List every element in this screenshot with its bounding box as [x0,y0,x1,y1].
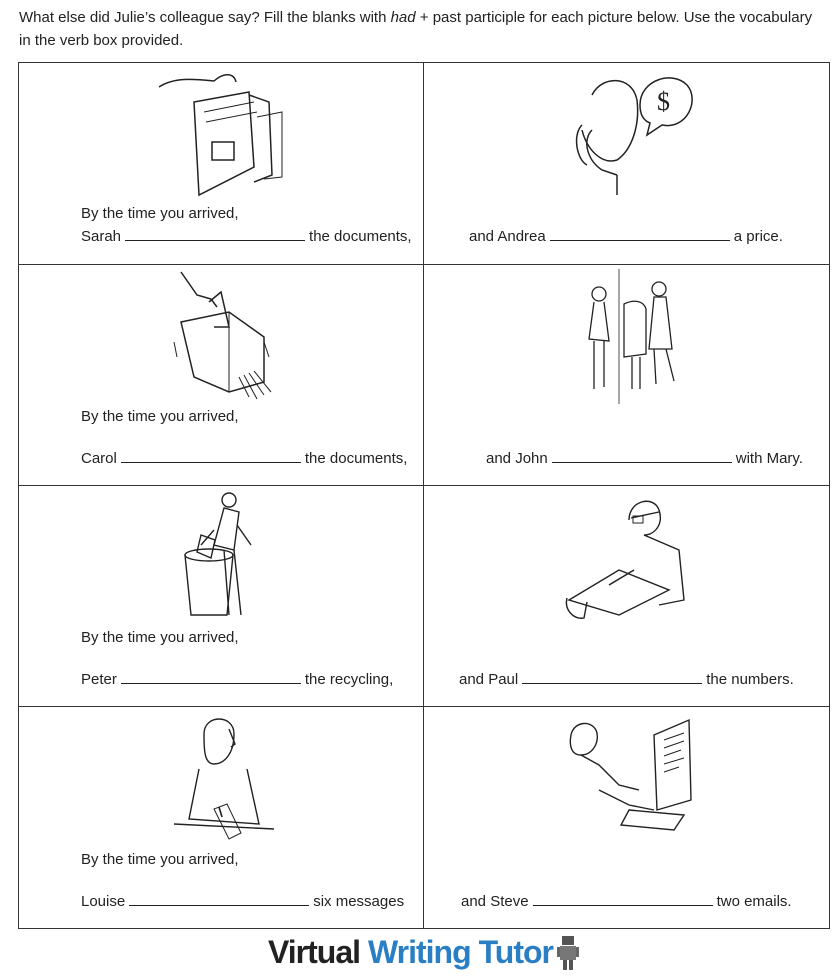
row3-left-object: the recycling, [304,671,394,688]
row2-right-object: with Mary. [735,450,803,467]
row1-right-subject: and Andrea [469,228,546,245]
robot-icon [557,934,579,972]
cell-row3-left [19,486,424,707]
row4-left-blank[interactable] [129,891,309,906]
logo-virtual: Virtual [268,934,360,970]
exercise-grid [18,62,830,929]
row2-left-subject: Carol [81,450,117,467]
row4-left-sentence [81,891,404,910]
row3-right-object: the numbers. [706,671,794,688]
writing-numbers-icon [559,490,694,625]
row2-left-blank[interactable] [121,448,301,463]
instructions-part2: + past participle for each picture below. Use the vocabulary in the verb box provided. [19,9,813,49]
phone-price-icon [562,65,697,200]
svg-text:$: $ [657,87,670,116]
cell-row1-left [19,63,424,265]
row4-intro: By the time you arrived, [81,851,239,868]
row1-left-subject: Sarah [81,228,122,245]
row4-right-subject: and Steve [461,893,529,910]
row2-intro: By the time you arrived, [81,408,239,425]
cell-row2-right [424,265,829,486]
row1-right-blank[interactable] [550,226,730,241]
cell-row2-left [19,265,424,486]
row3-intro: By the time you arrived, [81,629,239,646]
filing-documents-icon [154,67,289,202]
cell-row4-right [424,707,829,928]
row1-left-object: the documents, [309,228,412,245]
water-cooler-chat-icon [584,269,684,404]
row3-left-subject: Peter [81,671,117,688]
logo-writing: Writing [368,934,471,970]
instructions-part1: What else did Julie’s colleague say? Fill the blanks with [19,9,391,26]
logo-tutor: Tutor [478,934,553,970]
row1-left-blank[interactable] [125,226,305,241]
row3-right-subject: and Paul [459,671,519,688]
virtual-writing-tutor-logo [268,930,579,975]
phone-message-icon [169,709,279,844]
instructions [19,6,824,52]
row4-left-subject: Louise [81,893,126,910]
row3-left-blank[interactable] [121,669,301,684]
row1-intro: By the time you arrived, [81,205,239,222]
row2-left-sentence [81,448,407,467]
row4-right-object: two emails. [716,893,792,910]
row3-right-sentence [459,669,794,688]
row2-right-sentence [486,448,803,467]
row1-left-sentence [81,226,412,245]
row2-left-object: the documents, [304,450,408,467]
computer-email-icon [559,715,694,840]
shredder-icon [169,267,279,402]
row3-left-sentence [81,669,393,688]
row2-right-subject: and John [486,450,548,467]
cell-row4-left [19,707,424,928]
instructions-em: had [390,9,416,26]
cell-row3-right [424,486,829,707]
row1-right-sentence [469,226,783,245]
row1-right-object: a price. [733,228,783,245]
row2-right-blank[interactable] [552,448,732,463]
row3-right-blank[interactable] [522,669,702,684]
row4-left-object: six messages [313,893,405,910]
recycling-bin-icon [179,490,269,622]
row4-right-sentence [461,891,792,910]
cell-row1-right [424,63,829,265]
row4-right-blank[interactable] [533,891,713,906]
